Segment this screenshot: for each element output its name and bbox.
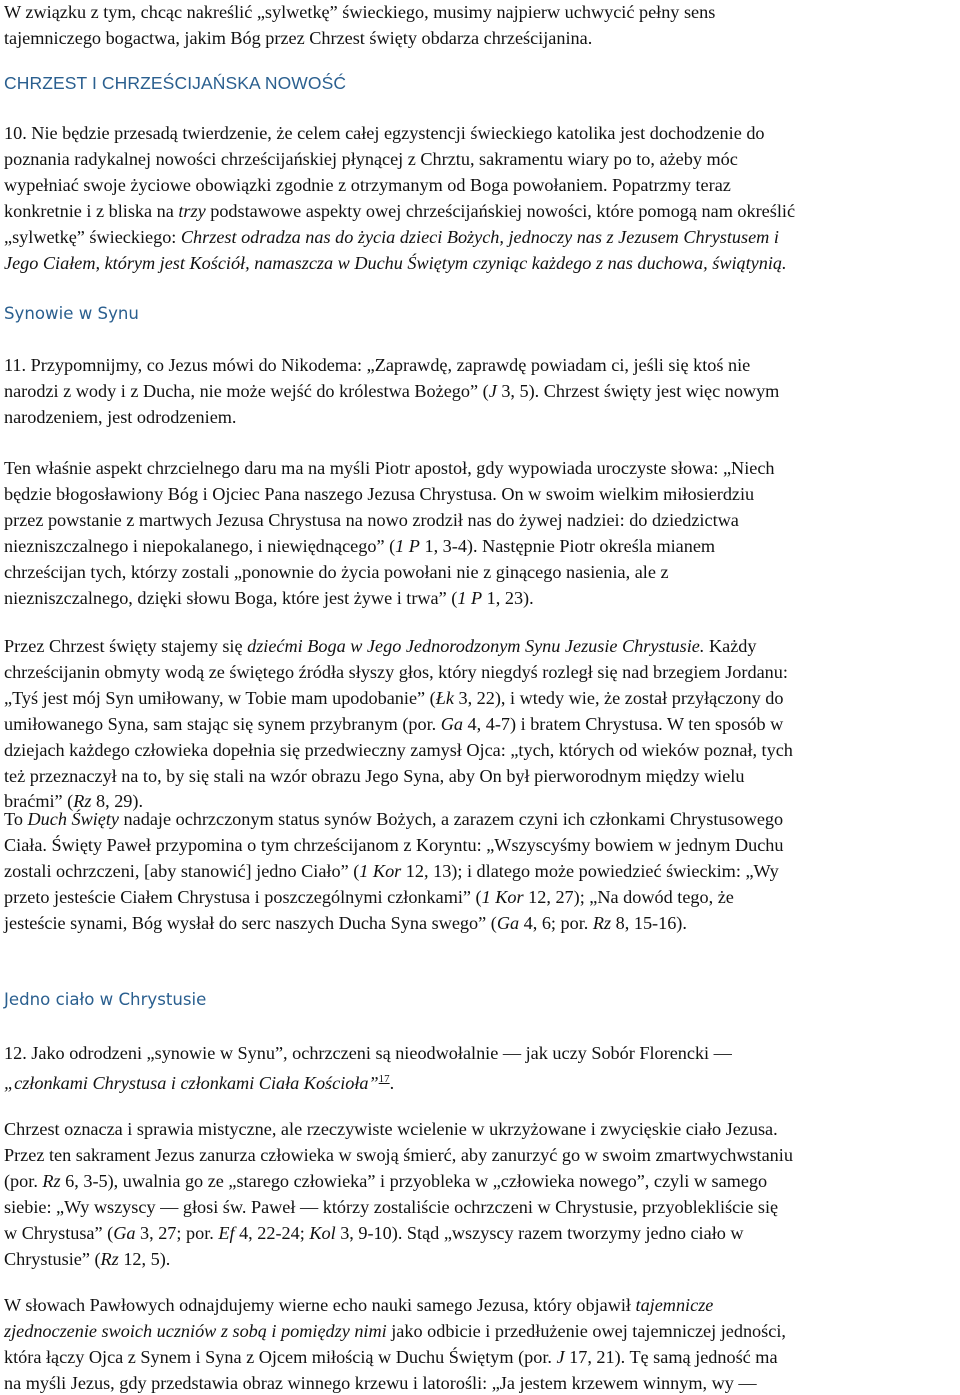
text-line: „Tyś jest mój Syn umiłowany, w Tobie mam upodobanie” (Łk 3, 22), i wtedy wie, że został przyłączony do [4, 687, 784, 708]
paragraph [4, 1117, 959, 1272]
text-line: 11. Przypomnijmy, co Jezus mówi do Nikodema: „Zaprawdę, zaprawdę powiadam ci, jeśli się ktoś nie [4, 355, 751, 375]
section-heading: Synowie w Synu [4, 304, 139, 323]
text-line: (por. Rz 6, 3-5), uwalnia go ze „starego człowieka” i przyobleka w „człowieka nowego”, czyli w samego [4, 1170, 768, 1191]
text-line: dziejach każdego człowieka dopełnia się przedwieczny zamysł Ojca: „tych, których od wieków poznał, tych [4, 739, 793, 760]
text-line: siebie: „Wy wszyscy — głosi św. Paweł — którzy zostaliście ochrzczeni w Chrystusie, przyoblekliście się [4, 1196, 779, 1217]
text-line: która łączy Ojca z Synem i Syna z Ojcem miłością w Duchu Świętym (por. J 17, 21). Tę samą jedność ma [4, 1346, 778, 1367]
text-line: poznania radykalnej nowości chrześcijańskiej płynącej z Chrztu, sakramentu wiary po to, ażeby móc [4, 148, 738, 169]
paragraph [4, 121, 959, 276]
paragraph [4, 0, 959, 52]
text-line: „sylwetkę” świeckiego: Chrzest odradza nas do życia dzieci Bożych, jednoczy nas z Jezusem Chrystusem i [4, 226, 779, 247]
text-line: przez powstanie z martwych Jezusa Chrystusa na nowo zrodził nas do żywej nadziei: do dziedzictwa [4, 509, 739, 530]
text-line: narodzi z wody i z Ducha, nie może wejść do królestwa Bożego” (J 3, 5). Chrzest święty jest więc nowym [4, 380, 780, 401]
section-heading: CHRZEST I CHRZEŚCIJAŃSKA NOWOŚĆ [4, 73, 347, 93]
text-line: wypełniać swoje życiowe obowiązki zgodnie z otrzymanym od Boga powołaniem. Popatrzmy teraz [4, 174, 731, 195]
text-line: konkretnie i z bliska na trzy podstawowe aspekty owej chrześcijańskiej nowości, które pomogą nam określić [4, 200, 796, 221]
paragraph [4, 807, 959, 937]
paragraph [4, 1041, 959, 1097]
text-line: tajemniczego bogactwa, jakim Bóg przez Chrzest święty obdarza chrześcijanina. [4, 27, 593, 48]
text-line: Ten właśnie aspekt chrzcielnego daru ma na myśli Piotr apostoł, gdy wypowiada uroczyste słowa: „Niech [4, 458, 775, 478]
text-line: W słowach Pawłowych odnajdujemy wierne echo nauki samego Jezusa, który objawił tajemnicze [4, 1295, 714, 1315]
text-line: To Duch Święty nadaje ochrzczonym status synów Bożych, a zarazem czyni ich członkami Chrystusowego [4, 809, 784, 829]
text-line: w Chrystusa” (Ga 3, 27; por. Ef 4, 22-24; Kol 3, 9-10). Stąd „wszyscy razem tworzymy jedno ciało w [4, 1222, 744, 1243]
text-line: przeto jesteście Ciałem Chrystusa i poszczególnymi członkami” (1 Kor 12, 27); „Na dowód tego, że [4, 886, 734, 907]
text-line: niezniszczalnego i niepokalanego, i niewiędnącego” (1 P 1, 3-4). Następnie Piotr określa mianem [4, 535, 716, 556]
text-line: 12. Jako odrodzeni „synowie w Synu”, ochrzczeni są nieodwołalnie — jak uczy Sobór Florencki — [4, 1043, 732, 1063]
text-line: 10. Nie będzie przesadą twierdzenie, że celem całej egzystencji świeckiego katolika jest dochodzenie do [4, 123, 765, 143]
paragraph [4, 353, 959, 431]
text-line: chrześcijan tych, którzy zostali „ponownie do życia powołani nie z ginącego nasienia, ale z [4, 561, 669, 582]
text-line: Chrzest oznacza i sprawia mistyczne, ale rzeczywiste wcielenie w ukrzyżowane i zwycięskie ciało Jezusa. [4, 1119, 778, 1139]
text-line: też przeznaczył na to, by się stali na wzór obrazu Jego Syna, aby On był pierworodnym między wielu [4, 765, 745, 786]
text-line: „członkami Chrystusa i członkami Ciała Kościoła”$^{17}$. [4, 1072, 395, 1093]
text-line: na myśli Jezus, gdy przedstawia obraz winnego krzewu i latorośli: „Ja jestem krzewem winnym, wy — [4, 1372, 757, 1393]
paragraph [4, 634, 959, 815]
text-line: chrześcijanin obmyty wodą ze świętego źródła słyszy głos, który niegdyś rozległ się nad brzegiem Jordanu: [4, 661, 788, 682]
text-line: umiłowanego Syna, sam stając się synem przybranym (por. Ga 4, 4-7) i bratem Chrystusa. W ten sposób w [4, 713, 784, 734]
text-line: jesteście synami, Bóg wysłał do serc naszych Ducha Syna swego” (Ga 4, 6; por. Rz 8, 15-16). [4, 912, 687, 933]
paragraph [4, 456, 959, 611]
text-line: braćmi” (Rz 8, 29). [4, 791, 144, 812]
text-line: narodzeniem, jest odrodzeniem. [4, 406, 237, 427]
text-line: Przez Chrzest święty stajemy się dziećmi Boga w Jego Jednorodzonym Synu Jezusie Chrystusie. Każdy [4, 636, 757, 656]
text-line: zostali ochrzczeni, [aby stanowić] jedno Ciało” (1 Kor 12, 13); i dlatego może powiedzieć świeckim: „Wy [4, 860, 779, 881]
text-line: Ciała. Święty Paweł przypomina o tym chrześcijanom z Koryntu: „Wszyscyśmy bowiem w jednym Duchu [4, 834, 784, 855]
text-line: Chrystusie” (Rz 12, 5). [4, 1248, 171, 1269]
text-line: będzie błogosławiony Bóg i Ojciec Pana naszego Jezusa Chrystusa. On w swoim wielkim miłosierdziu [4, 483, 755, 504]
text-line: zjednoczenie swoich uczniów z sobą i pomiędzy nimi jako odbicie i przedłużenie owej tajemniczej jedności, [4, 1320, 786, 1341]
text-line: W związku z tym, chcąc nakreślić „sylwetkę” świeckiego, musimy najpierw uchwycić pełny sens [4, 2, 716, 22]
paragraph [4, 1293, 959, 1395]
footnote-marker[interactable]: 17 [378, 1072, 390, 1085]
text-line: Jego Ciałem, którym jest Kościół, namaszcza w Duchu Świętym czyniąc każdego z nas duchowa, świątynią. [4, 252, 787, 273]
section-heading: Jedno ciało w Chrystusie [4, 990, 207, 1009]
text-line: Przez ten sakrament Jezus zanurza człowieka w swoją śmierć, aby zanurzyć go w swoim zmartwychwstaniu [4, 1144, 793, 1165]
text-line: niezniszczalnego, dzięki słowu Boga, które jest żywe i trwa” (1 P 1, 23). [4, 587, 534, 608]
